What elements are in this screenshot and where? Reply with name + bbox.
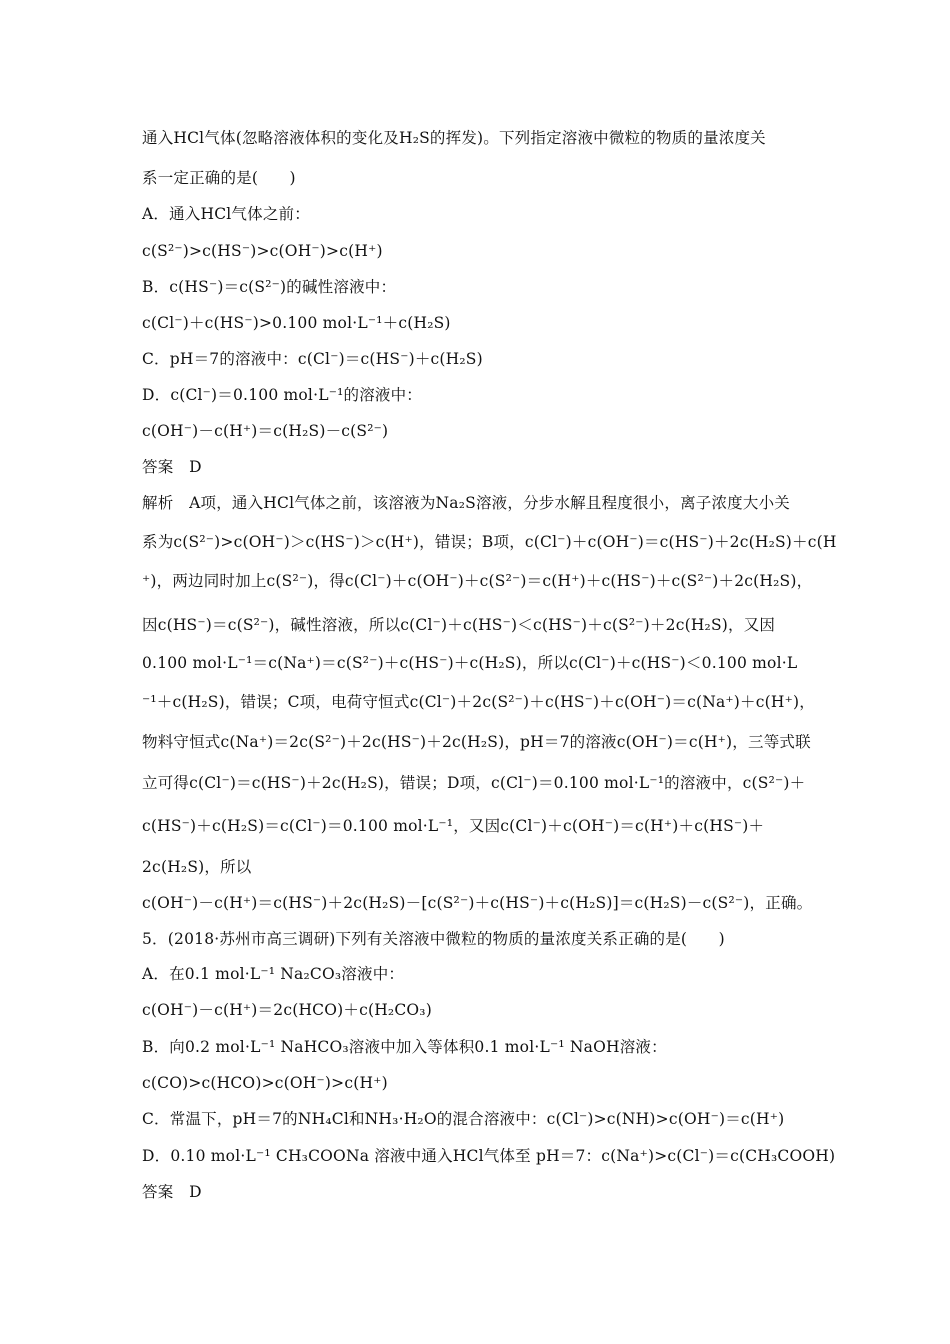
text-line: c(CO)>c(HCO)>c(OH⁻)>c(H⁺)	[142, 1074, 388, 1092]
text-line: 立可得c(Cl⁻)＝c(HS⁻)＋2c(H₂S)，错误；D项，c(Cl⁻)＝0.100 mol·L⁻¹的溶液中，c(S²⁻)＋	[142, 774, 806, 792]
text-line: A．通入HCl气体之前：	[142, 205, 310, 223]
text-line: c(OH⁻)－c(H⁺)＝2c(HCO)＋c(H₂CO₃)	[142, 1001, 432, 1019]
text-line: 通入HCl气体(忽略溶液体积的变化及H₂S的挥发)。下列指定溶液中微粒的物质的量浓度关	[142, 129, 766, 147]
text-line: 系为c(S²⁻)>c(OH⁻)＞c(HS⁻)＞c(H⁺)，错误；B项，c(Cl⁻)＋c(OH⁻)＝c(HS⁻)＋2c(H₂S)＋c(H	[142, 533, 837, 551]
option-line: C．常温下，pH＝7的NH₄Cl和NH₃·H₂O的混合溶液中：c(Cl⁻)>c(NH)>c(OH⁻)＝c(H⁺)	[142, 1110, 785, 1128]
text-line: 2c(H₂S)，所以	[142, 858, 252, 876]
text-line: B．c(HS⁻)＝c(S²⁻)的碱性溶液中：	[142, 278, 397, 296]
option-line: B．向0.2 mol·L⁻¹ NaHCO₃溶液中加入等体积0.1 mol·L⁻¹ NaOH溶液：	[142, 1038, 667, 1056]
text-line: c(S²⁻)>c(HS⁻)>c(OH⁻)>c(H⁺)	[142, 242, 383, 260]
text-line: 0.100 mol·L⁻¹＝c(Na⁺)＝c(S²⁻)＋c(HS⁻)＋c(H₂S)，所以c(Cl⁻)＋c(HS⁻)＜0.100 mol·L	[142, 654, 798, 672]
text-line: 因c(HS⁻)＝c(S²⁻)，碱性溶液，所以c(Cl⁻)＋c(HS⁻)＜c(HS⁻)＋c(S²⁻)＋2c(H₂S)，又因	[142, 616, 776, 634]
question-title: 5．(2018·苏州市高三调研)下列有关溶液中微粒的物质的量浓度关系正确的是( )	[142, 930, 725, 948]
text-line: D．c(Cl⁻)＝0.100 mol·L⁻¹的溶液中：	[142, 386, 423, 404]
option-line: A．在0.1 mol·L⁻¹ Na₂CO₃溶液中：	[142, 965, 405, 983]
text-line: c(HS⁻)＋c(H₂S)＝c(Cl⁻)＝0.100 mol·L⁻¹，又因c(Cl⁻)＋c(OH⁻)＝c(H⁺)＋c(HS⁻)＋	[142, 817, 765, 835]
text-line: c(OH⁻)－c(H⁺)＝c(HS⁻)＋2c(H₂S)－[c(S²⁻)＋c(HS⁻)＋c(H₂S)]＝c(H₂S)－c(S²⁻)，正确。	[142, 894, 813, 912]
text-line: 解析 A项，通入HCl气体之前，该溶液为Na₂S溶液，分步水解且程度很小，离子浓度大小关	[142, 494, 790, 512]
text-line: 物料守恒式c(Na⁺)＝2c(S²⁻)＋2c(HS⁻)＋2c(H₂S)，pH＝7的溶液c(OH⁻)＝c(H⁺)，三等式联	[142, 733, 811, 751]
text-line: 系一定正确的是( )	[142, 169, 296, 187]
answer-label: 答案 D	[142, 1183, 202, 1201]
text-line: c(Cl⁻)＋c(HS⁻)>0.100 mol·L⁻¹＋c(H₂S)	[142, 314, 451, 332]
text-line: C．pH＝7的溶液中：c(Cl⁻)＝c(HS⁻)＋c(H₂S)	[142, 350, 483, 368]
answer-label: 答案 D	[142, 458, 202, 476]
text-line: ⁺)，两边同时加上c(S²⁻)，得c(Cl⁻)＋c(OH⁻)＋c(S²⁻)＝c(H⁺)＋c(HS⁻)＋c(S²⁻)＋2c(H₂S)，	[142, 572, 813, 590]
text-line: c(OH⁻)－c(H⁺)＝c(H₂S)－c(S²⁻)	[142, 422, 389, 440]
text-line: ⁻¹＋c(H₂S)，错误；C项，电荷守恒式c(Cl⁻)＋2c(S²⁻)＋c(HS⁻)＋c(OH⁻)＝c(Na⁺)＋c(H⁺)，	[142, 693, 815, 711]
option-line: D．0.10 mol·L⁻¹ CH₃COONa 溶液中通入HCl气体至 pH＝7：c(Na⁺)>c(Cl⁻)＝c(CH₃COOH)	[142, 1147, 836, 1165]
